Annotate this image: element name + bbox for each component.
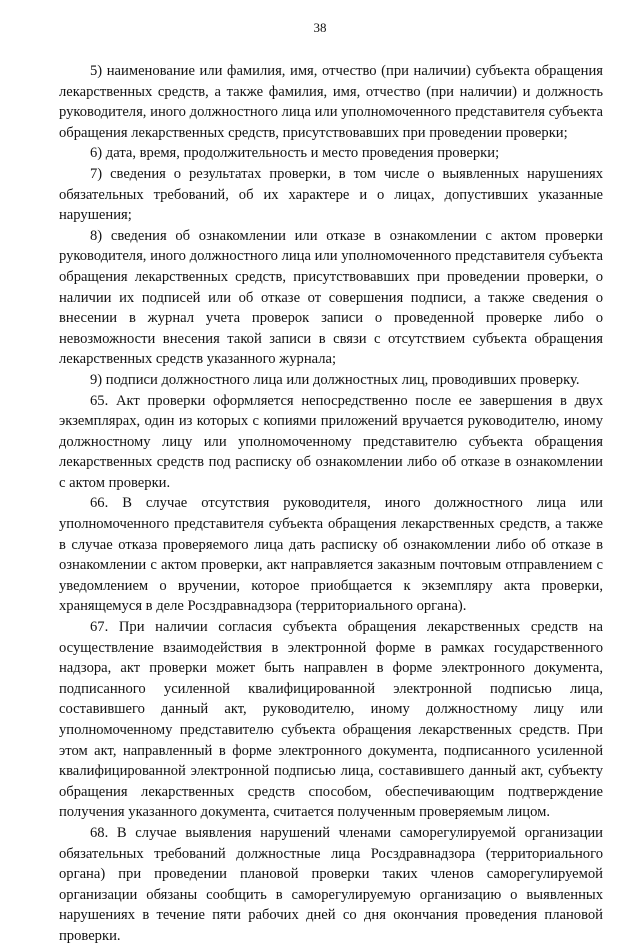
paragraph-item-6: 6) дата, время, продолжительность и место проведения проверки; — [90, 145, 500, 162]
paragraph-66: 66. В случае отсутствия руководителя, иного должностного лица или уполномоченного представителя субъекта обращения лекарственных средств, а также в случае отказа проверяемого лица дать расписку об ознакомлении либо об отказе в ознакомлении с актом проверки, акт направляется заказным почтовым отправлением с уведомлением о вручении, которое приобщается к экземпляру акта проверки, хранящемуся в деле Росздравнадзора (территориального органа). — [59, 495, 603, 615]
paragraph-item-7: 7) сведения о результатах проверки, в том числе о выявленных нарушениях обязательных требований, об их характере и о лицах, допустивших указанные нарушения; — [59, 165, 603, 224]
paragraph-68: 68. В случае выявления нарушений членами саморегулируемой организации обязательных требований должностные лица Росздравнадзора (территориального органа) при проведении плановой проверки таких членов саморегулируемой организации обязаны сообщить в саморегулируемую организацию о выявленных нарушениях в течение пяти рабочих дней со дня окончания проведения плановой проверки. — [59, 824, 603, 944]
paragraph-item-9: 9) подписи должностного лица или должностных лиц, проводивших проверку. — [90, 371, 580, 388]
page-number: 38 — [313, 20, 327, 35]
paragraph-67: 67. При наличии согласия субъекта обращения лекарственных средств на осуществление взаимодействия в электронной форме в рамках государственного надзора, акт проверки может быть направлен в форме электронного документа, подписанного усиленной квалифицированной электронной подписью лица, составившего данный акт, руководителю, иному должностному лицу или уполномоченному представителю субъекта обращения лекарственных средств. При этом акт, направленный в форме электронного документа, подписанного усиленной квалифицированной электронной подписью лица, составившего данный акт, субъекту обращения лекарственных средств способом, обеспечивающим подтверждение получения указанного документа, считается полученным проверяемым лицом. — [59, 619, 603, 821]
paragraph-item-5: 5) наименование или фамилия, имя, отчество (при наличии) субъекта обращения лекарственных средств, а также фамилия, имя, отчество (при наличии) и должность руководителя, иного должностного лица или уполномоченного представителя субъекта обращения лекарственных средств, присутствовавших при проведении проверки; — [59, 63, 603, 141]
paragraph-65: 65. Акт проверки оформляется непосредственно после ее завершения в двух экземплярах, один из которых с копиями приложений вручается руководителю, иному должностному лицу или уполномоченному представителю субъекта обращения лекарственных средств под расписку об ознакомлении либо об отказе в ознакомлении с актом проверки. — [59, 392, 603, 491]
paragraph-item-8: 8) сведения об ознакомлении или отказе в ознакомлении с актом проверки руководителя, иного должностного лица или уполномоченного представителя субъекта обращения лекарственных средств, присутствовавших при проведении проверки, о наличии их подписей или об отказе от совершения подписи, а также сведения о внесении в журнал учета проверок записи о проведенной проверке либо о невозможности внесения такой записи в связи с отсутствием субъекта обращения лекарственных средств указанного журнала; — [59, 227, 603, 368]
document-body — [59, 61, 603, 947]
